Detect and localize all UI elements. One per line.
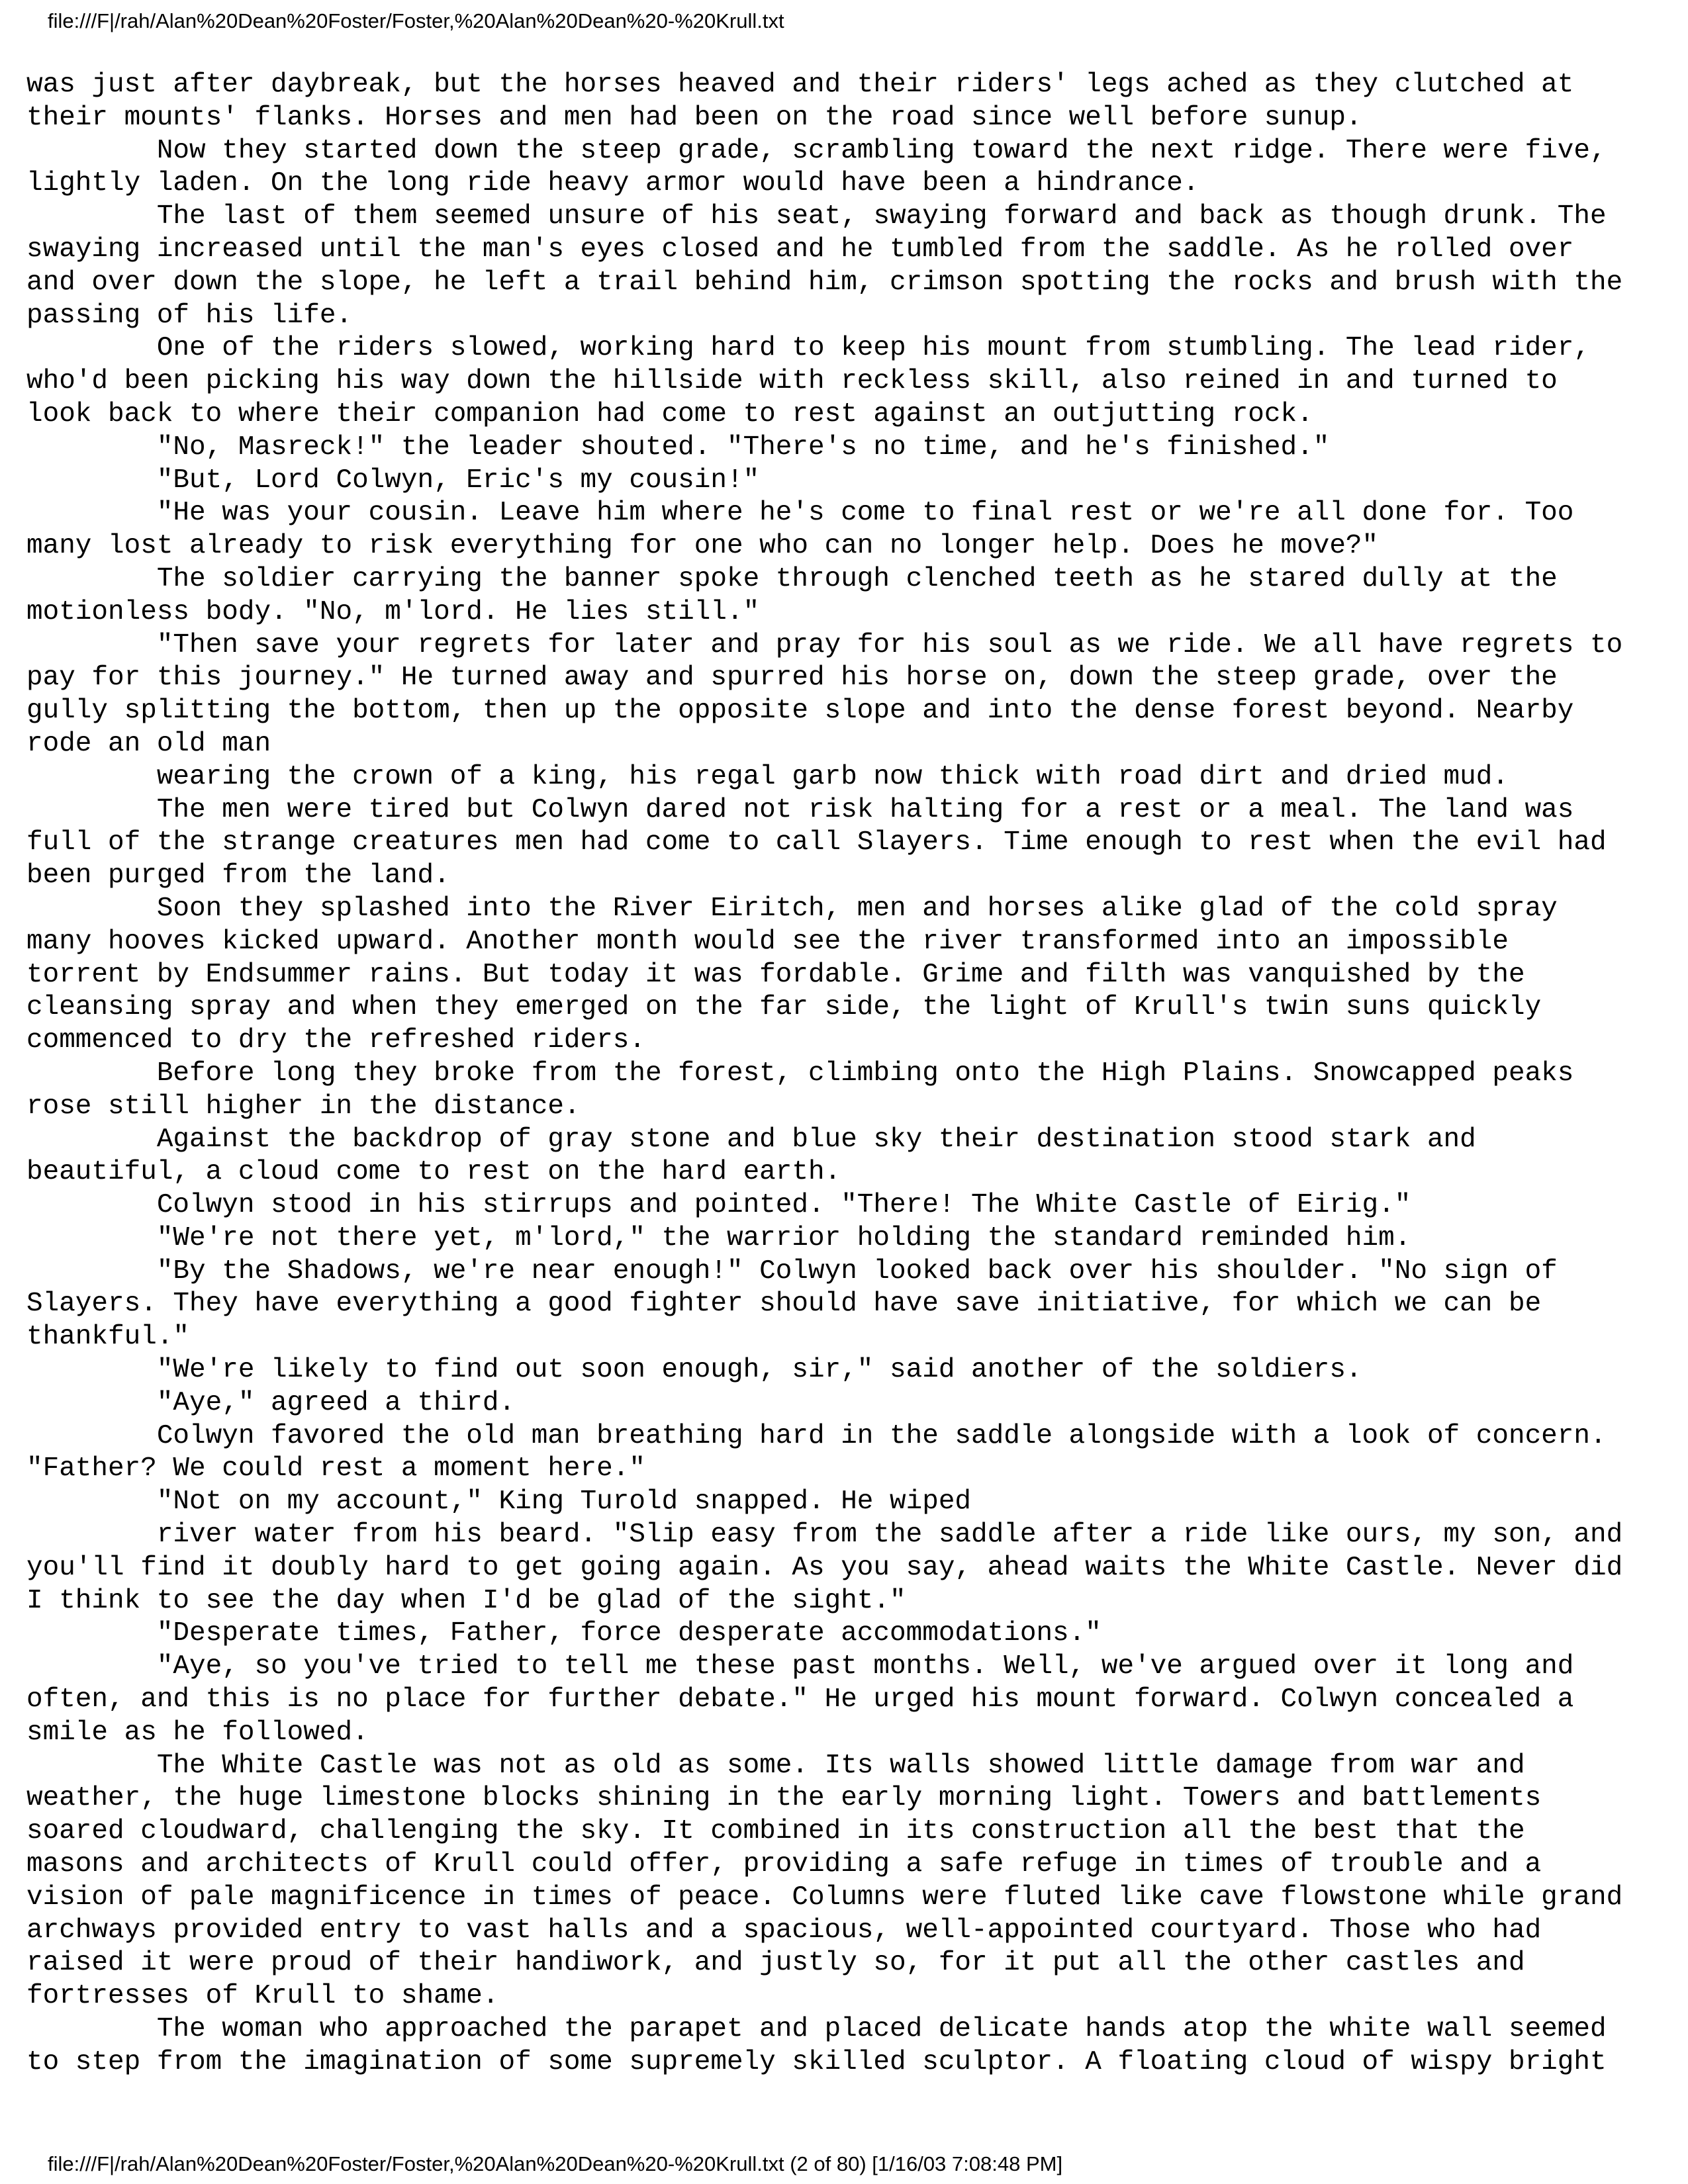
text-line: look back to where their companion had come to rest against an outjutting rock. <box>26 398 1313 430</box>
text-line: Against the backdrop of gray stone and blue sky their destination stood stark and <box>26 1124 1476 1155</box>
text-line: The soldier carrying the banner spoke through clenched teeth as he stared dully at the <box>26 563 1558 594</box>
text-line: many lost already to risk everything for one who can no longer help. Does he move?" <box>26 531 1379 562</box>
text-line: smile as he followed. <box>26 1717 369 1748</box>
text-line: commenced to dry the refreshed riders. <box>26 1025 645 1056</box>
text-line: often, and this is no place for further debate." He urged his mount forward. Colwyn concealed a <box>26 1684 1574 1715</box>
text-line: "We're likely to find out soon enough, sir," said another of the soldiers. <box>26 1355 1362 1386</box>
text-line: passing of his life. <box>26 300 353 331</box>
text-line: wearing the crown of a king, his regal garb now thick with road dirt and dried mud. <box>26 761 1509 792</box>
text-line: Now they started down the steep grade, scrambling toward the next ridge. There were five, <box>26 135 1607 166</box>
text-line: who'd been picking his way down the hillside with reckless skill, also reined in and turned to <box>26 366 1558 397</box>
text-line: fortresses of Krull to shame. <box>26 1981 499 2012</box>
text-line: rose still higher in the distance. <box>26 1091 581 1122</box>
text-line: Colwyn favored the old man breathing hard in the saddle alongside with a look of concern. <box>26 1420 1607 1451</box>
text-line: The last of them seemed unsure of his seat, swaying forward and back as though drunk. The <box>26 201 1607 232</box>
text-line: motionless body. "No, m'lord. He lies still." <box>26 596 760 627</box>
text-line: beautiful, a cloud come to rest on the hard earth. <box>26 1157 841 1188</box>
text-line: been purged from the land. <box>26 860 450 891</box>
text-line: "But, Lord Colwyn, Eric's my cousin!" <box>26 465 760 496</box>
text-line: to step from the imagination of some supremely skilled sculptor. A floating cloud of wispy bright <box>26 2046 1607 2077</box>
text-line: "Then save your regrets for later and pray for his soul as we ride. We all have regrets to <box>26 629 1623 660</box>
text-line: Before long they broke from the forest, climbing onto the High Plains. Snowcapped peaks <box>26 1058 1574 1089</box>
text-line: Soon they splashed into the River Eiritch, men and horses alike glad of the cold spray <box>26 893 1558 924</box>
text-line: The White Castle was not as old as some. Its walls showed little damage from war and <box>26 1750 1525 1781</box>
text-line: many hooves kicked upward. Another month would see the river transformed into an impossible <box>26 926 1509 957</box>
text-line: I think to see the day when I'd be glad of the sight." <box>26 1585 906 1616</box>
text-line: gully splitting the bottom, then up the opposite slope and into the dense forest beyond. Nearby <box>26 696 1574 727</box>
text-line: archways provided entry to vast halls and a spacious, well-appointed courtyard. Those who had <box>26 1915 1542 1946</box>
text-line: "Father? We could rest a moment here." <box>26 1453 645 1484</box>
text-line: cleansing spray and when they emerged on the far side, the light of Krull's twin suns quickly <box>26 992 1542 1023</box>
text-line: Slayers. They have everything a good fighter should have save initiative, for which we can be <box>26 1289 1542 1320</box>
text-line: you'll find it doubly hard to get going again. As you say, ahead waits the White Castle. Never did <box>26 1552 1623 1583</box>
text-line: full of the strange creatures men had come to call Slayers. Time enough to rest when the evil had <box>26 827 1607 858</box>
text-line: vision of pale magnificence in times of peace. Columns were fluted like cave flowstone while grand <box>26 1882 1623 1913</box>
text-line: masons and architects of Krull could offer, providing a safe refuge in times of trouble and a <box>26 1849 1542 1880</box>
text-line: and over down the slope, he left a trail behind him, crimson spotting the rocks and brush with the <box>26 267 1623 298</box>
text-line: "By the Shadows, we're near enough!" Colwyn looked back over his shoulder. "No sign of <box>26 1255 1558 1287</box>
text-line: Colwyn stood in his stirrups and pointed. "There! The White Castle of Eirig." <box>26 1190 1411 1221</box>
text-line: soared cloudward, challenging the sky. It combined in its construction all the best that the <box>26 1816 1525 1847</box>
text-line: The men were tired but Colwyn dared not risk halting for a rest or a meal. The land was <box>26 794 1574 825</box>
text-line: swaying increased until the man's eyes closed and he tumbled from the saddle. As he rolled over <box>26 234 1574 265</box>
text-line: rode an old man <box>26 728 271 759</box>
file-path-header: file:///F|/rah/Alan%20Dean%20Foster/Foster,%20Alan%20Dean%20-%20Krull.txt <box>48 9 784 32</box>
text-line: was just after daybreak, but the horses heaved and their riders' legs ached as they clutched at <box>26 69 1574 100</box>
document-body <box>26 69 1668 2079</box>
text-line: "We're not there yet, m'lord," the warrior holding the standard reminded him. <box>26 1222 1411 1253</box>
text-line: torrent by Endsummer rains. But today it was fordable. Grime and filth was vanquished by the <box>26 959 1525 990</box>
text-line: "Aye," agreed a third. <box>26 1387 516 1418</box>
text-line: "Aye, so you've tried to tell me these past months. Well, we've argued over it long and <box>26 1651 1574 1682</box>
text-line: their mounts' flanks. Horses and men had been on the road since well before sunup. <box>26 102 1362 133</box>
text-line: raised it were proud of their handiwork, and justly so, for it put all the other castles and <box>26 1948 1525 1979</box>
text-line: "Desperate times, Father, force desperate accommodations." <box>26 1618 1102 1649</box>
text-line: lightly laden. On the long ride heavy armor would have been a hindrance. <box>26 168 1199 199</box>
page-footer: file:///F|/rah/Alan%20Dean%20Foster/Foster,%20Alan%20Dean%20-%20Krull.txt (2 of 80) [1/16/03 7:08:48 PM] <box>48 2152 1063 2175</box>
text-line: "Not on my account," King Turold snapped. He wiped <box>26 1486 972 1518</box>
text-line: The woman who approached the parapet and placed delicate hands atop the white wall seemed <box>26 2014 1607 2045</box>
text-line: weather, the huge limestone blocks shining in the early morning light. Towers and battlements <box>26 1783 1542 1814</box>
text-line: river water from his beard. "Slip easy from the saddle after a ride like ours, my son, and <box>26 1520 1623 1551</box>
text-line: "He was your cousin. Leave him where he's come to final rest or we're all done for. Too <box>26 498 1574 529</box>
text-line: thankful." <box>26 1322 190 1353</box>
text-line: pay for this journey." He turned away and spurred his horse on, down the steep grade, over the <box>26 662 1558 694</box>
text-line: "No, Masreck!" the leader shouted. "There's no time, and he's finished." <box>26 432 1330 463</box>
text-line: One of the riders slowed, working hard to keep his mount from stumbling. The lead rider, <box>26 333 1590 364</box>
